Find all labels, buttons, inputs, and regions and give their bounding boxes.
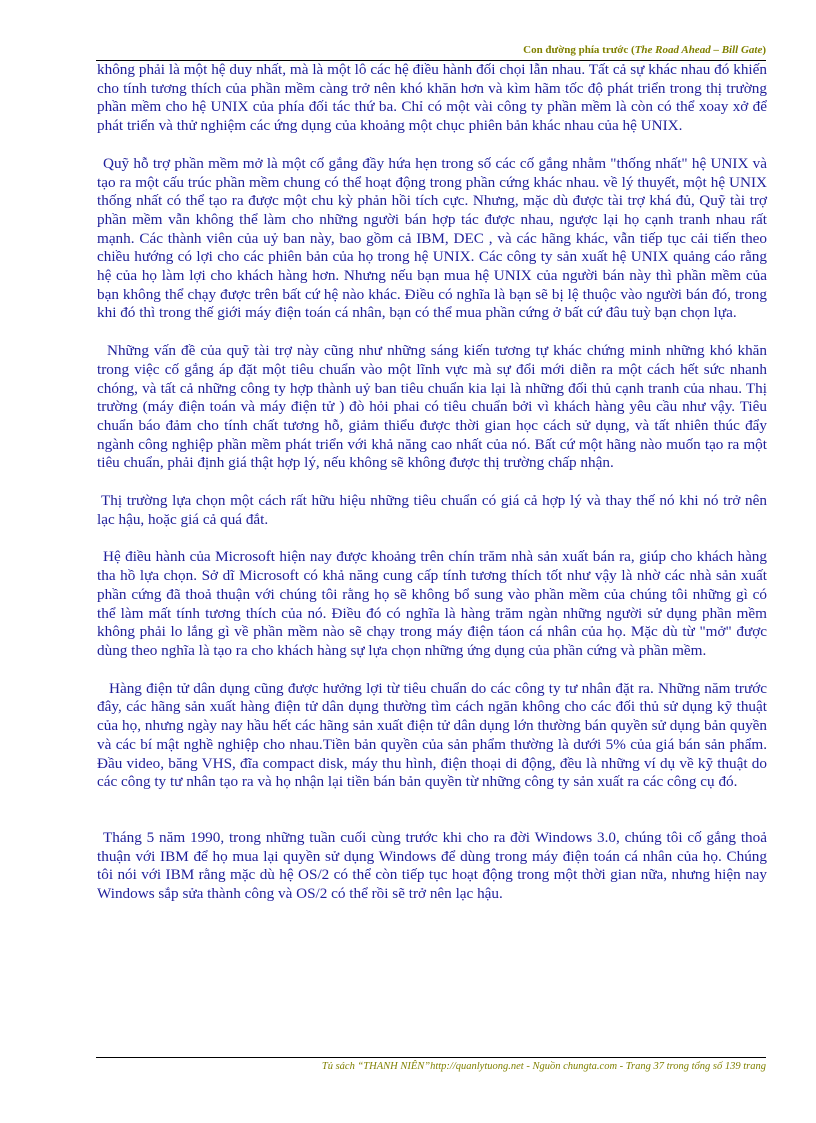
paragraph-1: không phải là một hệ duy nhất, mà là một lô các hệ điều hành đối chọi lẫn nhau. Tất cả sự khác nhau đó khiến cho tính tương thích của phần mềm càng trở nên khó khăn hơn và kìm hãm tốc độ phát triển trong thị trường phần mềm cho hệ UNIX của phía đối tác thứ ba. Chỉ có một vài công ty phần mềm là còn có thể xoay xở để phát triển và thử nghiệm các ứng dụng của khoảng một chục phiên bản khác nhau của hệ UNIX. — [97, 61, 767, 135]
header-suffix: ) — [762, 44, 766, 56]
paragraph-5: Hệ điều hành của Microsoft hiện nay được khoảng trên chín trăm nhà sản xuất bán ra, giúp cho khách hàng tha hồ lựa chọn. Sở dĩ Microsoft có khả năng cung cấp tính tương thích tốt như vậy là nhờ các nhà sản xuất phần cứng đã thoả thuận với chúng tôi rằng họ sẽ không bổ sung vào phần mềm của chúng tôi những gì có thể làm mất tính tương thích của nó. Điều đó có nghĩa là hàng trăm ngàn những người sử dụng phần mềm không phải lo lắng gì về phần mềm nào sẽ chạy trong máy điện táon cá nhân của họ. Mặc dù từ "mở" được dùng theo nghĩa là tạo ra cho khách hàng sự lựa chọn những ứng dụng của phần cứng và phần mềm. — [97, 548, 767, 659]
paragraph-7: Tháng 5 năm 1990, trong những tuần cuối cùng trước khi cho ra đời Windows 3.0, chúng tôi cố gắng thoả thuận với IBM để họ mua lại quyền sử dụng Windows để dùng trong máy điện toán cá nhân của họ. Chúng tôi nói với IBM rằng mặc dù hệ OS/2 có thể còn tiếp tục hoạt động trong một thời gian nữa, nhưng hiện nay Windows sắp sửa thành công và OS/2 có thể rồi sẽ trở nên lạc hậu. — [97, 828, 767, 903]
footer-divider — [96, 1057, 766, 1058]
running-header — [96, 44, 766, 56]
running-footer: Tủ sách “THANH NIÊN”http://quanlytuong.net - Nguồn chungta.com - Trang 37 trong tổng số 139 trang — [321, 1061, 766, 1072]
paragraph-3: Những vấn đề của quỹ tài trợ này cũng như những sáng kiến tương tự khác chứng minh những khó khăn trong việc cố gắng áp đặt một tiêu chuẩn vào một lĩnh vực mà sự đổi mới diễn ra một cách hết sức nhanh chóng, và tất cả những công ty hợp thành uỷ ban tiêu chuẩn kia lại là những đối thủ cạnh tranh của nhau. Thị trường (máy điện toán và máy điện tử ) đò hỏi phai có tiêu chuẩn bởi vì khách hàng yêu cầu như vậy. Tiêu chuẩn báo đảm cho tính chất tương hỗ, giảm thiểu được thời gian học cách sử dụng, và tất nhiên thúc đẩy ngành công nghiệp phần mềm phát triển với khả năng cao nhất của nó. Bất cứ một hãng nào muốn tạo ra một tiêu chuẩn, phải định giá thật hợp lý, nếu không sẽ không được thị trường chấp nhận. — [97, 342, 767, 472]
header-book-title: The Road Ahead – Bill Gate — [634, 44, 763, 56]
header-prefix: Con đường phía trước ( — [523, 44, 635, 56]
paragraph-4: Thị trường lựa chọn một cách rất hữu hiệu những tiêu chuẩn có giá cả hợp lý và thay thế nó khi nó trở nên lạc hậu, hoặc giá cả quá đắt. — [97, 492, 767, 528]
page-body — [97, 61, 767, 904]
paragraph-2: Quỹ hỗ trợ phần mềm mở là một cố gắng đầy hứa hẹn trong số các cố gắng nhằm "thống nhất" hệ UNIX và tạo ra một cấu trúc phần mềm chung có thể hoạt động trong phần cứng khác nhau. về lý thuyết, một hệ UNIX thống nhất có thể tạo ra được một chu kỳ phản hồi tích cực. Nhưng, mặc dù được tài trợ khá đủ, Quỹ tài trợ phần mềm vẫn không thể làm cho những người bán hợp tác được nhau, ngược lại họ cạnh tranh nhau rất mạnh. Các thành viên của uỷ ban này, bao gồm cả IBM, DEC , và các hãng khác, vẫn tiếp tục cải tiến theo chiều hướng có lợi cho các phiên bản của họ trong hệ UNIX. Các công ty sản xuất hệ UNIX quảng cáo rằng hệ của họ làm lợi cho khách hàng hơn. Nhưng nếu bạn mua hệ UNIX của người bán này thì phần mềm của bạn không thể chạy được trên bất cứ hệ nào khác. Điều có nghĩa là bạn sẽ bị lệ thuộc vào người bán đó, trong khi đó thì trong thế giới máy điện toán cá nhân, bạn có thể mua phần cứng ở bất cứ đâu tuỳ bạn chọn lựa. — [97, 154, 767, 322]
paragraph-6: Hàng điện tử dân dụng cũng được hưởng lợi từ tiêu chuẩn do các công ty tư nhân đặt ra. Những năm trước đây, các hãng sản xuất hàng điện tử dân dụng thường tìm cách ngăn không cho các đối thủ sử dụng kỹ thuật của họ, nhưng ngày nay hầu hết các hãng sản xuất điện tử dân dụng lớn thường bán quyền sử dụng bản quyền và các bí mật nghề nghiệp cho nhau.Tiền bản quyền của sản phẩm thường là dưới 5% của giá bán sản phẩm. Đầu video, băng VHS, đĩa compact disk, máy thu hình, điện thoại di động, đều là những ví dụ về kỹ thuật do các công ty tư nhân tạo ra và họ nhận lại tiền bán bản quyền từ những công ty sản xuất ra các công cụ đó. — [97, 679, 767, 791]
